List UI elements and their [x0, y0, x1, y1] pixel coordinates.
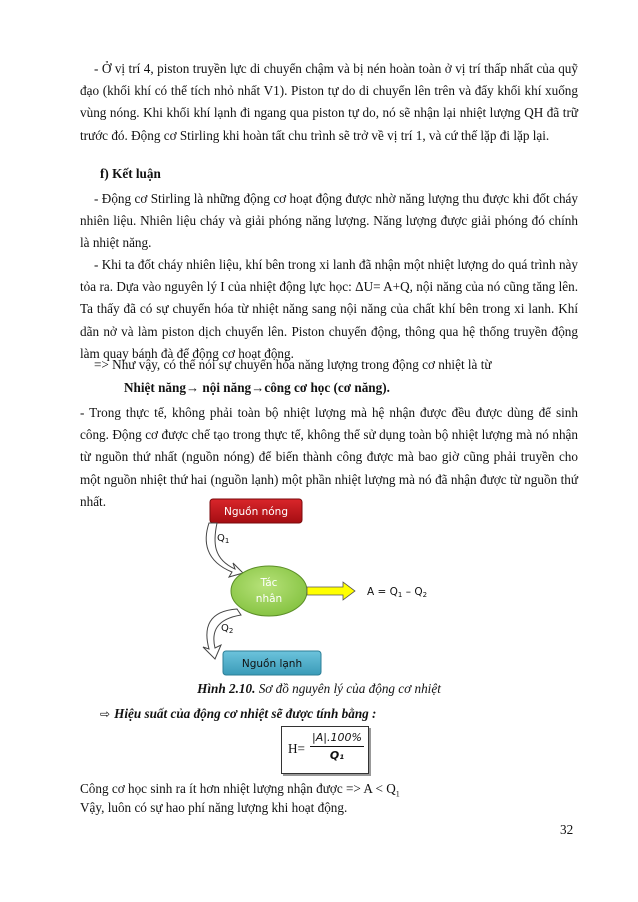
paragraph-position-4: - Ở vị trí 4, piston truyền lực di chuyển chậm và bị nén hoàn toàn ở vị trí thấp nhất của quỹ đạo (khối khí có thể tích nhỏ nhất V1). Piston tự do di chuyển lên trên và đẩy khối khí xuống vùng nóng. Khi khối khí lạnh đi ngang qua piston tự do, nó sẽ nhận lại nhiệt lượng QH đã trữ trước đó. Động cơ Stirling khi hoàn tất chu trình sẽ trở về vị trí 1, và cứ thế lặp đi lặp lại. — [80, 61, 578, 143]
agent-label-line1: Tác — [260, 577, 278, 589]
efficiency-heading-text: Hiệu suất của động cơ nhiệt sẽ được tính bằng : — [114, 706, 377, 721]
hot-source-label: Nguồn nóng — [224, 506, 288, 518]
formula-numerator: |A|.100% — [310, 731, 364, 747]
paragraph-conversion-intro: => Như vậy, có thể nói sự chuyển hóa năng lượng trong động cơ nhiệt là từ — [94, 357, 492, 372]
formula-fraction — [310, 731, 364, 762]
hot-source-box — [210, 499, 302, 523]
energy-conversion-chain: Nhiệt năng→ nội năng→công cơ học (cơ năng). — [124, 380, 390, 395]
formula-lhs: H= — [288, 741, 305, 756]
q1-label: $Q_1$ — [217, 533, 230, 545]
paragraph-stirling-definition: - Động cơ Stirling là những động cơ hoạt động được nhờ năng lượng thu được khi đốt cháy nhiên liệu. Nhiên liệu cháy và giải phóng năng lượng. Năng lượng được giải phóng đó chính là nhiệt năng. — [80, 191, 578, 251]
working-agent-node — [231, 566, 307, 616]
page-number: 32 — [560, 822, 574, 837]
work-output-arrow — [307, 582, 355, 600]
figure-title: Sơ đồ nguyên lý của động cơ nhiệt — [255, 681, 441, 696]
closing-line-2: Vậy, luôn có sự hao phí năng lượng khi hoạt động. — [80, 800, 348, 815]
closing-line-1: Công cơ học sinh ra ít hơn nhiệt lượng nhận được => $A < Q_1$ — [80, 781, 400, 799]
paragraph-first-law: - Khi ta đốt cháy nhiên liệu, khí bên trong xi lanh đã nhận một nhiệt lượng do quá trình này tỏa ra. Dựa vào nguyên lý I của nhiệt động lực học: ΔU= A+Q, nội năng của nó cũng tăng lên. Ta thấy đã có sự chuyển hóa từ nhiệt năng sang nội năng của chất khí bên trong xi lanh. Khí dãn nở và làm piston dịch chuyển lên. Piston chuyển động, thông qua hệ thống truyền động làm quay bánh đà để động cơ hoạt động. — [80, 257, 578, 361]
figure-caption — [0, 681, 638, 697]
cold-source-box — [223, 651, 321, 675]
right-arrow-icon: ⇨ — [100, 707, 111, 721]
section-heading-conclusion: f) Kết luận — [100, 166, 161, 181]
figure-number: Hình 2.10. — [197, 681, 256, 696]
heat-engine-diagram — [195, 497, 465, 679]
cold-source-label: Nguồn lạnh — [241, 658, 303, 670]
q2-label: $Q_2$ — [221, 623, 234, 635]
efficiency-formula-box — [281, 726, 369, 774]
efficiency-heading — [100, 706, 376, 722]
work-formula-label: A = Q1 – Q2 — [367, 586, 428, 599]
formula-denominator: Q₁ — [329, 749, 345, 762]
agent-label-line2: nhân — [255, 593, 283, 605]
q1-heat-flow-arrow — [206, 523, 243, 577]
paragraph-heat-loss: - Trong thực tế, không phải toàn bộ nhiệt lượng mà hệ nhận được đều được dùng để sinh công. Động cơ được chế tạo trong thực tế, không thể sử dụng toàn bộ nhiệt lượng mà nó nhận từ nguồn thứ nhất (nguồn nóng) để biến thành công được mà bao giờ cũng phải truyền cho một nguồn nhiệt thứ hai (nguồn lạnh) một phần nhiệt lượng mà nó đã nhận được từ nguồn thứ nhất. — [80, 405, 578, 509]
